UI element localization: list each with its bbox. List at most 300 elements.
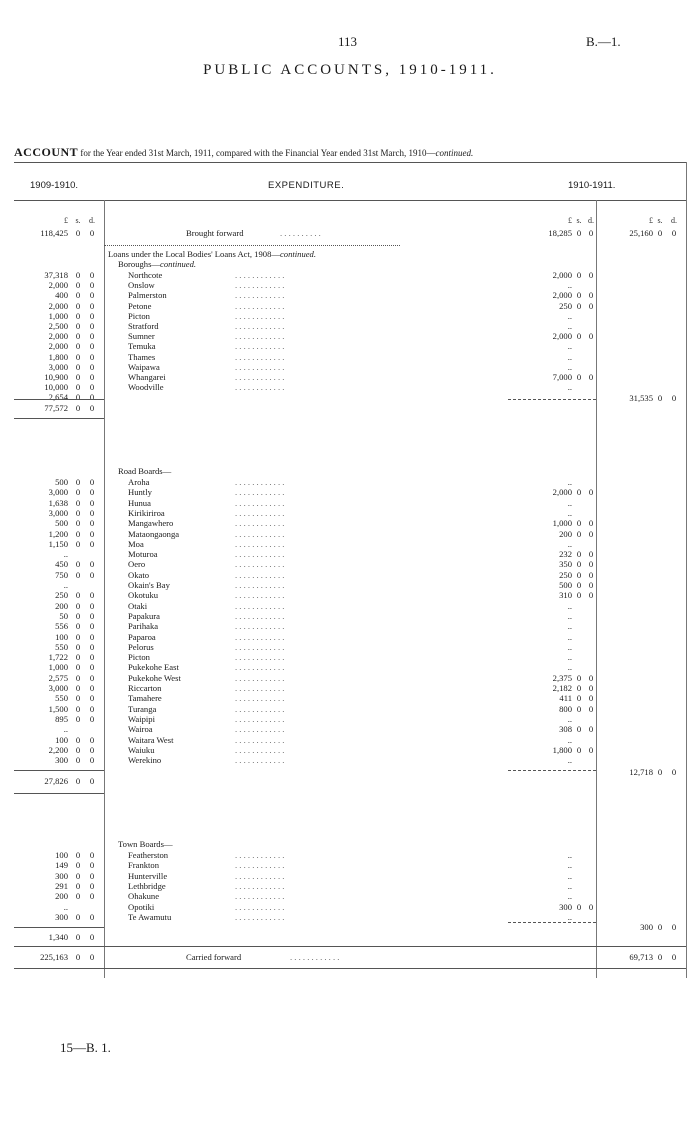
town-board-row bbox=[0, 881, 700, 891]
town-board-left-pence: 0 bbox=[89, 880, 95, 891]
borough-left-pence: 0 bbox=[89, 270, 95, 280]
borough-mid-pounds: .. bbox=[567, 280, 572, 291]
currency-shilling-left: s. bbox=[75, 216, 81, 225]
road-board-left-pounds: 556 bbox=[55, 621, 68, 632]
road-board-mid-pence: 0 bbox=[588, 569, 594, 580]
borough-mid-shillings: 0 bbox=[576, 300, 582, 311]
borough-leader-dots: . . . . . . . . . . . . bbox=[235, 341, 285, 352]
town-board-left-pence: 0 bbox=[89, 860, 95, 871]
road-board-mid-pounds: 308 bbox=[559, 724, 572, 735]
road-board-leader-dots: . . . . . . . . . . . . bbox=[235, 559, 285, 570]
borough-left-shillings: 0 bbox=[75, 392, 81, 403]
borough-left-shillings: 0 bbox=[75, 372, 81, 382]
road-board-mid-pounds: .. bbox=[567, 652, 572, 663]
road-board-leader-dots: . . . . . . . . . . . . bbox=[235, 610, 285, 621]
road-board-row bbox=[0, 477, 700, 487]
road-total-right-shillings: 0 bbox=[657, 767, 663, 777]
borough-name: Whangarei bbox=[128, 372, 166, 382]
borough-mid-pence: 0 bbox=[588, 290, 594, 301]
borough-mid-pounds: 2,000 bbox=[552, 270, 572, 280]
column-header-expenditure: EXPENDITURE. bbox=[268, 180, 345, 191]
bf-right-shillings: 0 bbox=[657, 228, 663, 238]
bf-mid-pounds: 18,285 bbox=[548, 228, 572, 238]
town-board-leader-dots: . . . . . . . . . . . . bbox=[235, 870, 285, 881]
borough-left-pence: 0 bbox=[89, 300, 95, 311]
road-board-name: Paparoa bbox=[128, 631, 156, 642]
town-board-mid-pounds: .. bbox=[567, 850, 572, 860]
road-board-row bbox=[0, 662, 700, 672]
road-board-mid-pence: 0 bbox=[588, 672, 594, 683]
borough-row bbox=[0, 372, 700, 382]
borough-mid-shillings: 0 bbox=[576, 270, 582, 280]
borough-left-shillings: 0 bbox=[75, 341, 81, 352]
road-board-mid-pounds: .. bbox=[567, 755, 572, 766]
road-board-leader-dots: . . . . . . . . . . . . bbox=[235, 734, 285, 745]
town-board-row bbox=[0, 871, 700, 881]
road-board-leader-dots: . . . . . . . . . . . . bbox=[235, 580, 285, 590]
borough-mid-shillings: 0 bbox=[576, 372, 582, 382]
borough-left-pence: 0 bbox=[89, 310, 95, 321]
road-board-left-pounds: 50 bbox=[59, 610, 68, 621]
road-board-leader-dots: . . . . . . . . . . . . bbox=[235, 641, 285, 652]
borough-left-pounds: 1,000 bbox=[48, 310, 68, 321]
road-board-mid-pence: 0 bbox=[588, 528, 594, 539]
borough-leader-dots: . . . . . . . . . . . . bbox=[235, 290, 285, 301]
road-board-mid-pence: 0 bbox=[588, 744, 594, 755]
road-board-mid-shillings: 0 bbox=[576, 703, 582, 714]
borough-row bbox=[0, 290, 700, 300]
borough-left-pounds: 1,800 bbox=[48, 351, 68, 362]
road-board-leader-dots: . . . . . . . . . . . . bbox=[235, 724, 285, 735]
road-board-mid-pence: 0 bbox=[588, 590, 594, 601]
borough-leader-dots: . . . . . . . . . . . . bbox=[235, 361, 285, 372]
road-board-name: Kirikiriroa bbox=[128, 507, 165, 518]
town-board-leader-dots: . . . . . . . . . . . . bbox=[235, 850, 285, 860]
road-board-row bbox=[0, 549, 700, 559]
road-board-leader-dots: . . . . . . . . . . . . bbox=[235, 518, 285, 529]
bf-left-pounds: 118,425 bbox=[40, 228, 68, 238]
bf-right-pence: 0 bbox=[671, 228, 677, 238]
borough-left-pence: 0 bbox=[89, 361, 95, 372]
borough-left-pounds: 2,000 bbox=[48, 280, 68, 291]
road-board-leader-dots: . . . . . . . . . . . . bbox=[235, 590, 285, 601]
town-board-leader-dots: . . . . . . . . . . . . bbox=[235, 911, 285, 922]
header-bottom-rule bbox=[14, 200, 686, 201]
borough-mid-pence: 0 bbox=[588, 331, 594, 342]
road-board-mid-pence: 0 bbox=[588, 559, 594, 570]
road-total-left-row bbox=[0, 776, 700, 786]
town-board-mid-pounds: 300 bbox=[559, 901, 572, 912]
cf-left-shillings: 0 bbox=[75, 952, 81, 962]
road-board-left-pounds: 895 bbox=[55, 713, 68, 724]
loans-total-left-row bbox=[0, 403, 700, 413]
road-board-leader-dots: . . . . . . . . . . . . bbox=[235, 652, 285, 663]
currency-pence-left: d. bbox=[89, 216, 95, 225]
borough-left-pounds: 3,000 bbox=[48, 361, 68, 372]
road-board-left-pounds: 450 bbox=[55, 559, 68, 570]
road-board-name: Turanga bbox=[128, 703, 157, 714]
borough-name: Thames bbox=[128, 351, 156, 362]
road-board-leader-dots: . . . . . . . . . . . . bbox=[235, 744, 285, 755]
town-board-name: Featherston bbox=[128, 850, 169, 860]
bf-rule bbox=[104, 245, 400, 246]
road-board-leader-dots: . . . . . . . . . . . . bbox=[235, 672, 285, 683]
road-board-left-pounds: 750 bbox=[55, 569, 68, 580]
road-board-mid-shillings: 0 bbox=[576, 683, 582, 693]
road-board-leader-dots: . . . . . . . . . . . . bbox=[235, 487, 285, 498]
road-board-left-shillings: 0 bbox=[75, 631, 81, 642]
borough-leader-dots: . . . . . . . . . . . . bbox=[235, 321, 285, 331]
borough-row bbox=[0, 270, 700, 280]
road-board-row bbox=[0, 539, 700, 549]
road-board-left-shillings: 0 bbox=[75, 703, 81, 714]
cf-right-pence: 0 bbox=[671, 952, 677, 962]
borough-row bbox=[0, 341, 700, 351]
road-board-mid-pence: 0 bbox=[588, 703, 594, 714]
road-board-left-shillings: 0 bbox=[75, 744, 81, 755]
road-board-left-pounds: 1,500 bbox=[48, 703, 68, 714]
road-board-left-shillings: 0 bbox=[75, 487, 81, 498]
road-board-name: Parihaka bbox=[128, 621, 159, 632]
road-board-left-shillings: 0 bbox=[75, 559, 81, 570]
road-board-mid-shillings: 0 bbox=[576, 528, 582, 539]
town-board-name: Lethbridge bbox=[128, 880, 166, 891]
road-board-leader-dots: . . . . . . . . . . . . bbox=[235, 755, 285, 766]
town-total-right-pounds: 300 bbox=[640, 922, 653, 932]
town-board-left-shillings: 0 bbox=[75, 860, 81, 871]
road-board-row bbox=[0, 621, 700, 631]
road-board-left-shillings: 0 bbox=[75, 497, 81, 508]
road-board-left-pounds: 550 bbox=[55, 693, 68, 704]
borough-mid-pence: 0 bbox=[588, 270, 594, 280]
road-board-left-pounds: 500 bbox=[55, 518, 68, 529]
borough-mid-pounds: 250 bbox=[559, 300, 572, 311]
town-board-row bbox=[0, 850, 700, 860]
borough-leader-dots: . . . . . . . . . . . . bbox=[235, 270, 285, 280]
road-board-mid-shillings: 0 bbox=[576, 549, 582, 560]
road-board-leader-dots: . . . . . . . . . . . . bbox=[235, 507, 285, 518]
borough-row bbox=[0, 352, 700, 362]
road-board-left-pence: 0 bbox=[89, 641, 95, 652]
road-left-double-rule bbox=[14, 793, 104, 794]
road-board-left-pounds: .. bbox=[63, 580, 68, 590]
town-boards-heading: Town Boards— bbox=[118, 839, 173, 849]
town-board-row bbox=[0, 860, 700, 870]
road-board-name: Tamahere bbox=[128, 693, 162, 704]
road-board-left-shillings: 0 bbox=[75, 652, 81, 663]
road-board-row bbox=[0, 724, 700, 734]
road-board-left-shillings: 0 bbox=[75, 528, 81, 539]
road-board-left-pence: 0 bbox=[89, 610, 95, 621]
road-board-row bbox=[0, 508, 700, 518]
road-board-row bbox=[0, 601, 700, 611]
cf-dots: . . . . . . . . . . . . bbox=[290, 952, 340, 962]
town-board-name: Frankton bbox=[128, 860, 160, 871]
road-board-name: Mataongaonga bbox=[128, 528, 180, 539]
road-board-name: Otaki bbox=[128, 600, 148, 611]
road-total-left-shillings: 0 bbox=[75, 776, 81, 786]
road-board-row bbox=[0, 487, 700, 497]
road-board-left-pence: 0 bbox=[89, 683, 95, 693]
road-board-leader-dots: . . . . . . . . . . . . bbox=[235, 621, 285, 632]
borough-name: Woodville bbox=[128, 382, 164, 393]
road-board-mid-pounds: .. bbox=[567, 497, 572, 508]
road-board-row bbox=[0, 642, 700, 652]
town-board-row bbox=[0, 902, 700, 912]
borough-left-pence: 0 bbox=[89, 280, 95, 291]
boroughs-heading-text: Boroughs— bbox=[118, 259, 161, 269]
road-board-mid-pounds: .. bbox=[567, 610, 572, 621]
road-board-leader-dots: . . . . . . . . . . . . bbox=[235, 713, 285, 724]
road-board-left-shillings: 0 bbox=[75, 518, 81, 529]
road-board-row bbox=[0, 755, 700, 765]
borough-left-pounds: 2,500 bbox=[48, 321, 68, 331]
borough-name: Petone bbox=[128, 300, 152, 311]
town-board-leader-dots: . . . . . . . . . . . . bbox=[235, 901, 285, 912]
boroughs-heading bbox=[118, 259, 196, 269]
road-board-left-shillings: 0 bbox=[75, 755, 81, 766]
borough-left-pounds: 10,000 bbox=[44, 382, 68, 393]
currency-pence-right: d. bbox=[671, 216, 677, 225]
road-board-row bbox=[0, 611, 700, 621]
road-board-leader-dots: . . . . . . . . . . . . bbox=[235, 662, 285, 673]
road-board-left-pence: 0 bbox=[89, 600, 95, 611]
road-board-left-pence: 0 bbox=[89, 528, 95, 539]
town-board-left-pence: 0 bbox=[89, 870, 95, 881]
road-board-mid-pounds: .. bbox=[567, 713, 572, 724]
road-board-left-pence: 0 bbox=[89, 703, 95, 714]
road-board-leader-dots: . . . . . . . . . . . . bbox=[235, 538, 285, 549]
road-board-row bbox=[0, 559, 700, 569]
road-board-name: Wairoa bbox=[128, 724, 153, 735]
road-board-row bbox=[0, 714, 700, 724]
town-total-left-pounds: 1,340 bbox=[48, 932, 68, 942]
road-board-row bbox=[0, 590, 700, 600]
road-board-left-pounds: 500 bbox=[55, 477, 68, 487]
road-total-left-pounds: 27,826 bbox=[44, 776, 68, 786]
borough-mid-pounds: .. bbox=[567, 310, 572, 321]
road-board-leader-dots: . . . . . . . . . . . . bbox=[235, 683, 285, 693]
road-board-left-pounds: 100 bbox=[55, 734, 68, 745]
borough-left-shillings: 0 bbox=[75, 300, 81, 311]
currency-pound-mid: £ bbox=[568, 216, 572, 225]
road-board-name: Okotuku bbox=[128, 590, 159, 601]
road-board-name: Werekino bbox=[128, 755, 162, 766]
road-board-mid-pounds: .. bbox=[567, 734, 572, 745]
road-board-left-pence: 0 bbox=[89, 590, 95, 601]
borough-mid-pounds: .. bbox=[567, 321, 572, 331]
road-board-mid-pence: 0 bbox=[588, 487, 594, 498]
borough-mid-shillings: 0 bbox=[576, 290, 582, 301]
road-board-row bbox=[0, 745, 700, 755]
road-board-mid-pounds: 2,182 bbox=[552, 683, 572, 693]
road-board-left-shillings: 0 bbox=[75, 662, 81, 673]
road-board-mid-pounds: 1,000 bbox=[552, 518, 572, 529]
borough-mid-pounds: 2,000 bbox=[552, 331, 572, 342]
road-board-mid-pounds: .. bbox=[567, 507, 572, 518]
road-board-mid-pounds: 500 bbox=[559, 580, 572, 590]
road-board-left-pence: 0 bbox=[89, 631, 95, 642]
road-board-mid-shillings: 0 bbox=[576, 518, 582, 529]
borough-left-pounds: 2,000 bbox=[48, 341, 68, 352]
account-heading bbox=[14, 145, 473, 160]
road-board-row bbox=[0, 693, 700, 703]
road-board-name: Pukekohe East bbox=[128, 662, 179, 673]
borough-left-shillings: 0 bbox=[75, 361, 81, 372]
borough-left-pence: 0 bbox=[89, 372, 95, 382]
road-board-name: Papakura bbox=[128, 610, 160, 621]
town-board-mid-shillings: 0 bbox=[576, 901, 582, 912]
road-board-left-pence: 0 bbox=[89, 744, 95, 755]
road-board-left-pounds: 2,575 bbox=[48, 672, 68, 683]
town-board-mid-pounds: .. bbox=[567, 860, 572, 871]
borough-left-shillings: 0 bbox=[75, 280, 81, 291]
borough-left-shillings: 0 bbox=[75, 290, 81, 301]
borough-name: Stratford bbox=[128, 321, 159, 331]
road-board-left-shillings: 0 bbox=[75, 693, 81, 704]
page-title: PUBLIC ACCOUNTS, 1910-1911. bbox=[203, 62, 497, 78]
road-board-name: Riccarton bbox=[128, 683, 162, 693]
road-board-row bbox=[0, 518, 700, 528]
borough-leader-dots: . . . . . . . . . . . . bbox=[235, 300, 285, 311]
road-board-mid-shillings: 0 bbox=[576, 580, 582, 590]
account-text: for the Year ended 31st March, 1911, compared with the Financial Year ended 31st March, 1910— bbox=[80, 148, 436, 158]
road-board-mid-pounds: 1,800 bbox=[552, 744, 572, 755]
borough-name: Sumner bbox=[128, 331, 155, 342]
road-board-left-shillings: 0 bbox=[75, 477, 81, 487]
road-board-name: Okato bbox=[128, 569, 150, 580]
loans-left-double-rule bbox=[14, 418, 104, 419]
road-board-row bbox=[0, 735, 700, 745]
road-board-row bbox=[0, 580, 700, 590]
borough-name: Onslow bbox=[128, 280, 155, 291]
road-board-mid-pence: 0 bbox=[588, 518, 594, 529]
borough-left-pence: 0 bbox=[89, 341, 95, 352]
loans-total-left-pounds: 77,572 bbox=[44, 403, 68, 413]
road-board-name: Moa bbox=[128, 538, 144, 549]
road-board-left-pounds: 200 bbox=[55, 600, 68, 611]
road-board-left-pence: 0 bbox=[89, 497, 95, 508]
road-board-left-pounds: 1,000 bbox=[48, 662, 68, 673]
road-board-left-pence: 0 bbox=[89, 538, 95, 549]
page-number: 113 bbox=[338, 34, 358, 49]
town-board-left-pence: 0 bbox=[89, 850, 95, 860]
road-board-left-pounds: 550 bbox=[55, 641, 68, 652]
borough-leader-dots: . . . . . . . . . . . . bbox=[235, 310, 285, 321]
road-board-left-shillings: 0 bbox=[75, 538, 81, 549]
road-board-left-pence: 0 bbox=[89, 693, 95, 704]
road-board-left-pence: 0 bbox=[89, 734, 95, 745]
road-board-name: Huntly bbox=[128, 487, 152, 498]
column-header-1910: 1910-1911. bbox=[568, 180, 616, 191]
road-board-left-pence: 0 bbox=[89, 569, 95, 580]
road-board-left-pounds: 250 bbox=[55, 590, 68, 601]
road-board-mid-pounds: .. bbox=[567, 631, 572, 642]
currency-shilling-mid: s. bbox=[576, 216, 582, 225]
road-board-mid-shillings: 0 bbox=[576, 744, 582, 755]
road-board-left-pounds: 1,200 bbox=[48, 528, 68, 539]
road-board-mid-shillings: 0 bbox=[576, 724, 582, 735]
town-board-left-pounds: 200 bbox=[55, 891, 68, 902]
road-board-left-pounds: 3,000 bbox=[48, 683, 68, 693]
road-board-name: Aroha bbox=[128, 477, 150, 487]
carried-top-rule bbox=[14, 946, 686, 947]
borough-leader-dots: . . . . . . . . . . . . bbox=[235, 351, 285, 362]
cf-right-shillings: 0 bbox=[657, 952, 663, 962]
road-board-left-pence: 0 bbox=[89, 621, 95, 632]
road-board-leader-dots: . . . . . . . . . . . . bbox=[235, 600, 285, 611]
borough-name: Temuka bbox=[128, 341, 156, 352]
town-total-right-row bbox=[0, 922, 700, 932]
borough-mid-pounds: .. bbox=[567, 382, 572, 393]
road-board-leader-dots: . . . . . . . . . . . . bbox=[235, 477, 285, 487]
town-board-leader-dots: . . . . . . . . . . . . bbox=[235, 860, 285, 871]
cf-label: Carried forward bbox=[186, 952, 242, 962]
road-board-left-pounds: .. bbox=[63, 724, 68, 735]
carried-forward-row bbox=[0, 952, 700, 962]
road-board-mid-pounds: 232 bbox=[559, 549, 572, 560]
bf-left-pence: 0 bbox=[89, 228, 95, 238]
currency-pound-right: £ bbox=[649, 216, 653, 225]
borough-left-pence: 0 bbox=[89, 382, 95, 393]
road-board-left-pounds: 2,200 bbox=[48, 744, 68, 755]
road-board-name: Waitara West bbox=[128, 734, 174, 745]
road-board-row bbox=[0, 704, 700, 714]
borough-left-pounds: 2,000 bbox=[48, 331, 68, 342]
currency-pence-mid: d. bbox=[588, 216, 594, 225]
road-board-mid-pounds: .. bbox=[567, 538, 572, 549]
road-board-mid-pence: 0 bbox=[588, 724, 594, 735]
road-board-left-pence: 0 bbox=[89, 477, 95, 487]
borough-name: Palmerston bbox=[128, 290, 167, 301]
road-board-left-pence: 0 bbox=[89, 662, 95, 673]
road-total-right-pounds: 12,718 bbox=[629, 767, 653, 777]
road-board-mid-pounds: 250 bbox=[559, 569, 572, 580]
borough-mid-pounds: .. bbox=[567, 351, 572, 362]
cf-right-pounds: 69,713 bbox=[629, 952, 653, 962]
bf-left-shillings: 0 bbox=[75, 228, 81, 238]
borough-left-pounds: 2,000 bbox=[48, 300, 68, 311]
road-board-row bbox=[0, 570, 700, 580]
road-board-mid-pounds: .. bbox=[567, 621, 572, 632]
road-board-name: Moturoa bbox=[128, 549, 158, 560]
borough-left-shillings: 0 bbox=[75, 270, 81, 280]
road-board-row bbox=[0, 683, 700, 693]
borough-row bbox=[0, 301, 700, 311]
borough-mid-pounds: .. bbox=[567, 361, 572, 372]
borough-left-pence: 0 bbox=[89, 351, 95, 362]
loans-total-right-pence: 0 bbox=[671, 393, 677, 403]
page-reference: B.—1. bbox=[586, 34, 621, 49]
road-board-leader-dots: . . . . . . . . . . . . bbox=[235, 528, 285, 539]
borough-leader-dots: . . . . . . . . . . . . bbox=[235, 280, 285, 291]
town-board-mid-pence: 0 bbox=[588, 901, 594, 912]
borough-row bbox=[0, 311, 700, 321]
town-total-right-shillings: 0 bbox=[657, 922, 663, 932]
town-total-left-pence: 0 bbox=[89, 932, 95, 942]
borough-left-pounds: 400 bbox=[55, 290, 68, 301]
road-board-name: Waipipi bbox=[128, 713, 155, 724]
road-board-mid-pounds: 350 bbox=[559, 559, 572, 570]
town-board-mid-pounds: .. bbox=[567, 911, 572, 922]
header-top-rule bbox=[14, 162, 686, 163]
road-board-mid-pence: 0 bbox=[588, 549, 594, 560]
borough-leader-dots: . . . . . . . . . . . . bbox=[235, 331, 285, 342]
borough-row bbox=[0, 280, 700, 290]
town-board-row bbox=[0, 912, 700, 922]
borough-left-pence: 0 bbox=[89, 331, 95, 342]
currency-heading-row bbox=[0, 216, 700, 226]
